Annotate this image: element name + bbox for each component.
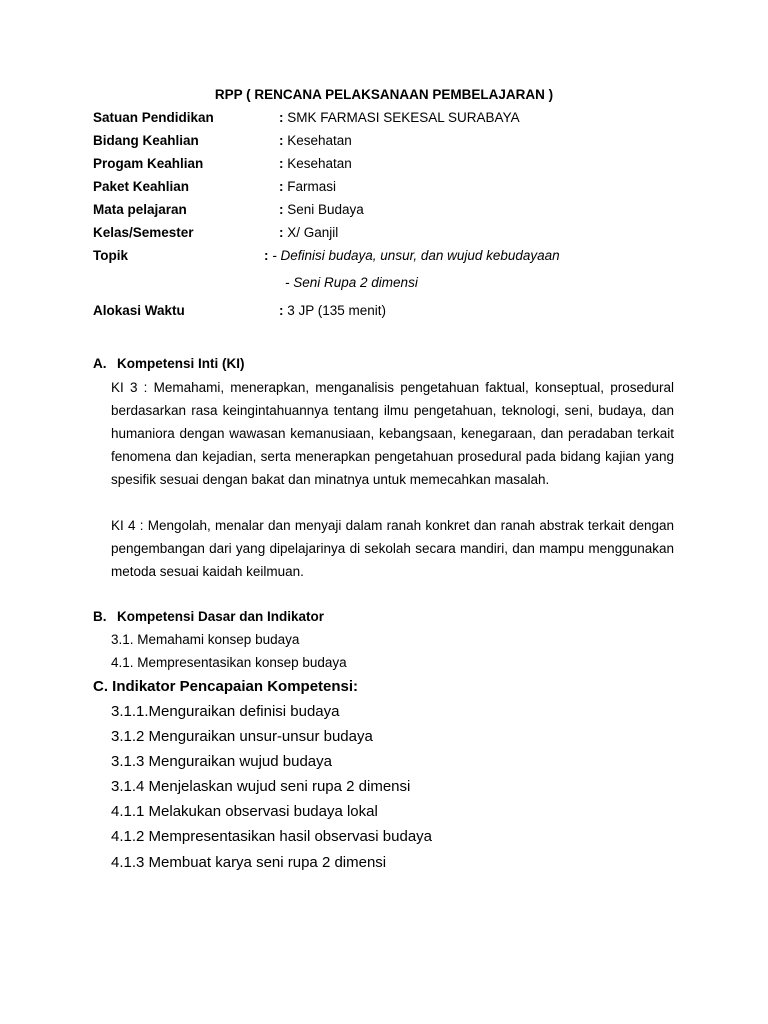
- ki3-paragraph: KI 3 : Memahami, menerapkan, menganalisis pengetahuan faktual, konseptual, prosedural berdasarkan rasa keingintahuannya tentang ilmu pengetahuan, teknologi, seni, budaya, dan humaniora dengan wawasan kemanusiaan, kebangsaan, kenegaraan, dan peradaban terkait fenomena dan kejadian, serta menerapkan pengetahuan prosedural pada bidang kajian yang spesifik sesuai dengan bakat dan minatnya untuk memecahkan masalah.: [111, 380, 674, 487]
- identity-label: Satuan Pendidikan: [93, 110, 214, 125]
- topik-label: Topik: [93, 248, 128, 263]
- kd-item: 3.1. Memahami konsep budaya: [111, 632, 300, 647]
- document-title: RPP ( RENCANA PELAKSANAAN PEMBELAJARAN ): [214, 87, 554, 102]
- indicator-item: 3.1.4 Menjelaskan wujud seni rupa 2 dimensi: [111, 778, 411, 795]
- indicator-item: 4.1.2 Mempresentasikan hasil observasi budaya: [111, 828, 433, 845]
- identity-value: SMK FARMASI SEKESAL SURABAYA: [287, 110, 520, 125]
- identity-value: Farmasi: [287, 179, 337, 194]
- topik-item: - Seni Rupa 2 dimensi: [285, 275, 418, 290]
- indicator-item: 4.1.1 Melakukan observasi budaya lokal: [111, 803, 378, 820]
- identity-label: Progam Keahlian: [93, 156, 204, 171]
- identity-label: Bidang Keahlian: [93, 133, 199, 148]
- indicator-item: 3.1.2 Menguraikan unsur-unsur budaya: [111, 728, 373, 745]
- topik-item: - Definisi budaya, unsur, dan wujud kebudayaan: [272, 248, 560, 263]
- section-b-heading: B. Kompetensi Dasar dan Indikator: [93, 609, 325, 624]
- indicator-item: 3.1.1.Menguraikan definisi budaya: [111, 703, 340, 720]
- section-c-heading: C. Indikator Pencapaian Kompetensi:: [93, 678, 359, 695]
- document-page: RPP ( RENCANA PELAKSANAAN PEMBELAJARAN ) Satuan Pendidikan : SMK FARMASI SEKESAL SURABAYA Bidang Keahlian : Kesehatan Progam Keahlian : Kesehatan Paket Keahlian : Farmasi Mata pelajaran : Seni Budaya Kelas/Semester : X/ Ganjil Topik : - Definisi budaya, unsur, dan wujud kebudayaan - Seni Rupa 2 dimensi Alokasi Waktu : 3 JP (135 menit) A. Kompetensi Inti (KI) KI 3 : Memahami, menerapkan, menganalisis pengetahuan faktual, konseptual, prosedural berdasarkan rasa keingintahuannya tentang ilmu pengetahuan, teknologi, seni, budaya, dan humaniora dengan wawasan kemanusiaan, kebangsaan, kenegaraan, dan peradaban terkait fenomena dan kejadian, serta menerapkan pengetahuan prosedural pada bidang kajian yang spesifik sesuai dengan bakat dan minatnya untuk memecahkan masalah. KI 4 : Mengolah, menalar dan menyaji dalam ranah konkret dan ranah abstrak terkait dengan pengembangan dari yang dipelajarinya di sekolah secara mandiri, dan mampu menggunakan metoda sesuai kaidah keilmuan. B. Kompetensi Dasar dan Indikator 3.1. Memahami konsep budaya 4.1. Mempresentasikan konsep budaya C. Indikator Pencapaian Kompetensi: 3.1.1.Menguraikan definisi budaya 3.1.2 Menguraikan unsur-unsur budaya 3.1.3 Menguraikan wujud budaya 3.1.4 Menjelaskan wujud seni rupa 2 dimensi 4.1.1 Melakukan observasi budaya lokal 4.1.2 Mempresentasikan hasil observasi budaya 4.1.3 Membuat karya seni rupa 2 dimensi: [0, 0, 768, 1024]
- identity-value: Kesehatan: [287, 133, 352, 148]
- alokasi-label: Alokasi Waktu: [93, 303, 185, 318]
- alokasi-value: 3 JP (135 menit): [287, 303, 387, 318]
- kd-item: 4.1. Mempresentasikan konsep budaya: [111, 655, 347, 670]
- ki4-paragraph: KI 4 : Mengolah, menalar dan menyaji dalam ranah konkret dan ranah abstrak terkait dengan pengembangan dari yang dipelajarinya di sekolah secara mandiri, dan mampu menggunakan metoda sesuai kaidah keilmuan.: [111, 518, 674, 579]
- identity-label: Mata pelajaran: [93, 202, 187, 217]
- identity-label: Kelas/Semester: [93, 225, 194, 240]
- identity-label: Paket Keahlian: [93, 179, 190, 194]
- identity-value: Seni Budaya: [287, 202, 364, 217]
- identity-value: Kesehatan: [287, 156, 352, 171]
- indicator-item: 3.1.3 Menguraikan wujud budaya: [111, 753, 332, 770]
- identity-value: X/ Ganjil: [287, 225, 339, 240]
- section-a-heading: A. Kompetensi Inti (KI): [93, 356, 245, 371]
- indicator-item: 4.1.3 Membuat karya seni rupa 2 dimensi: [111, 854, 387, 871]
